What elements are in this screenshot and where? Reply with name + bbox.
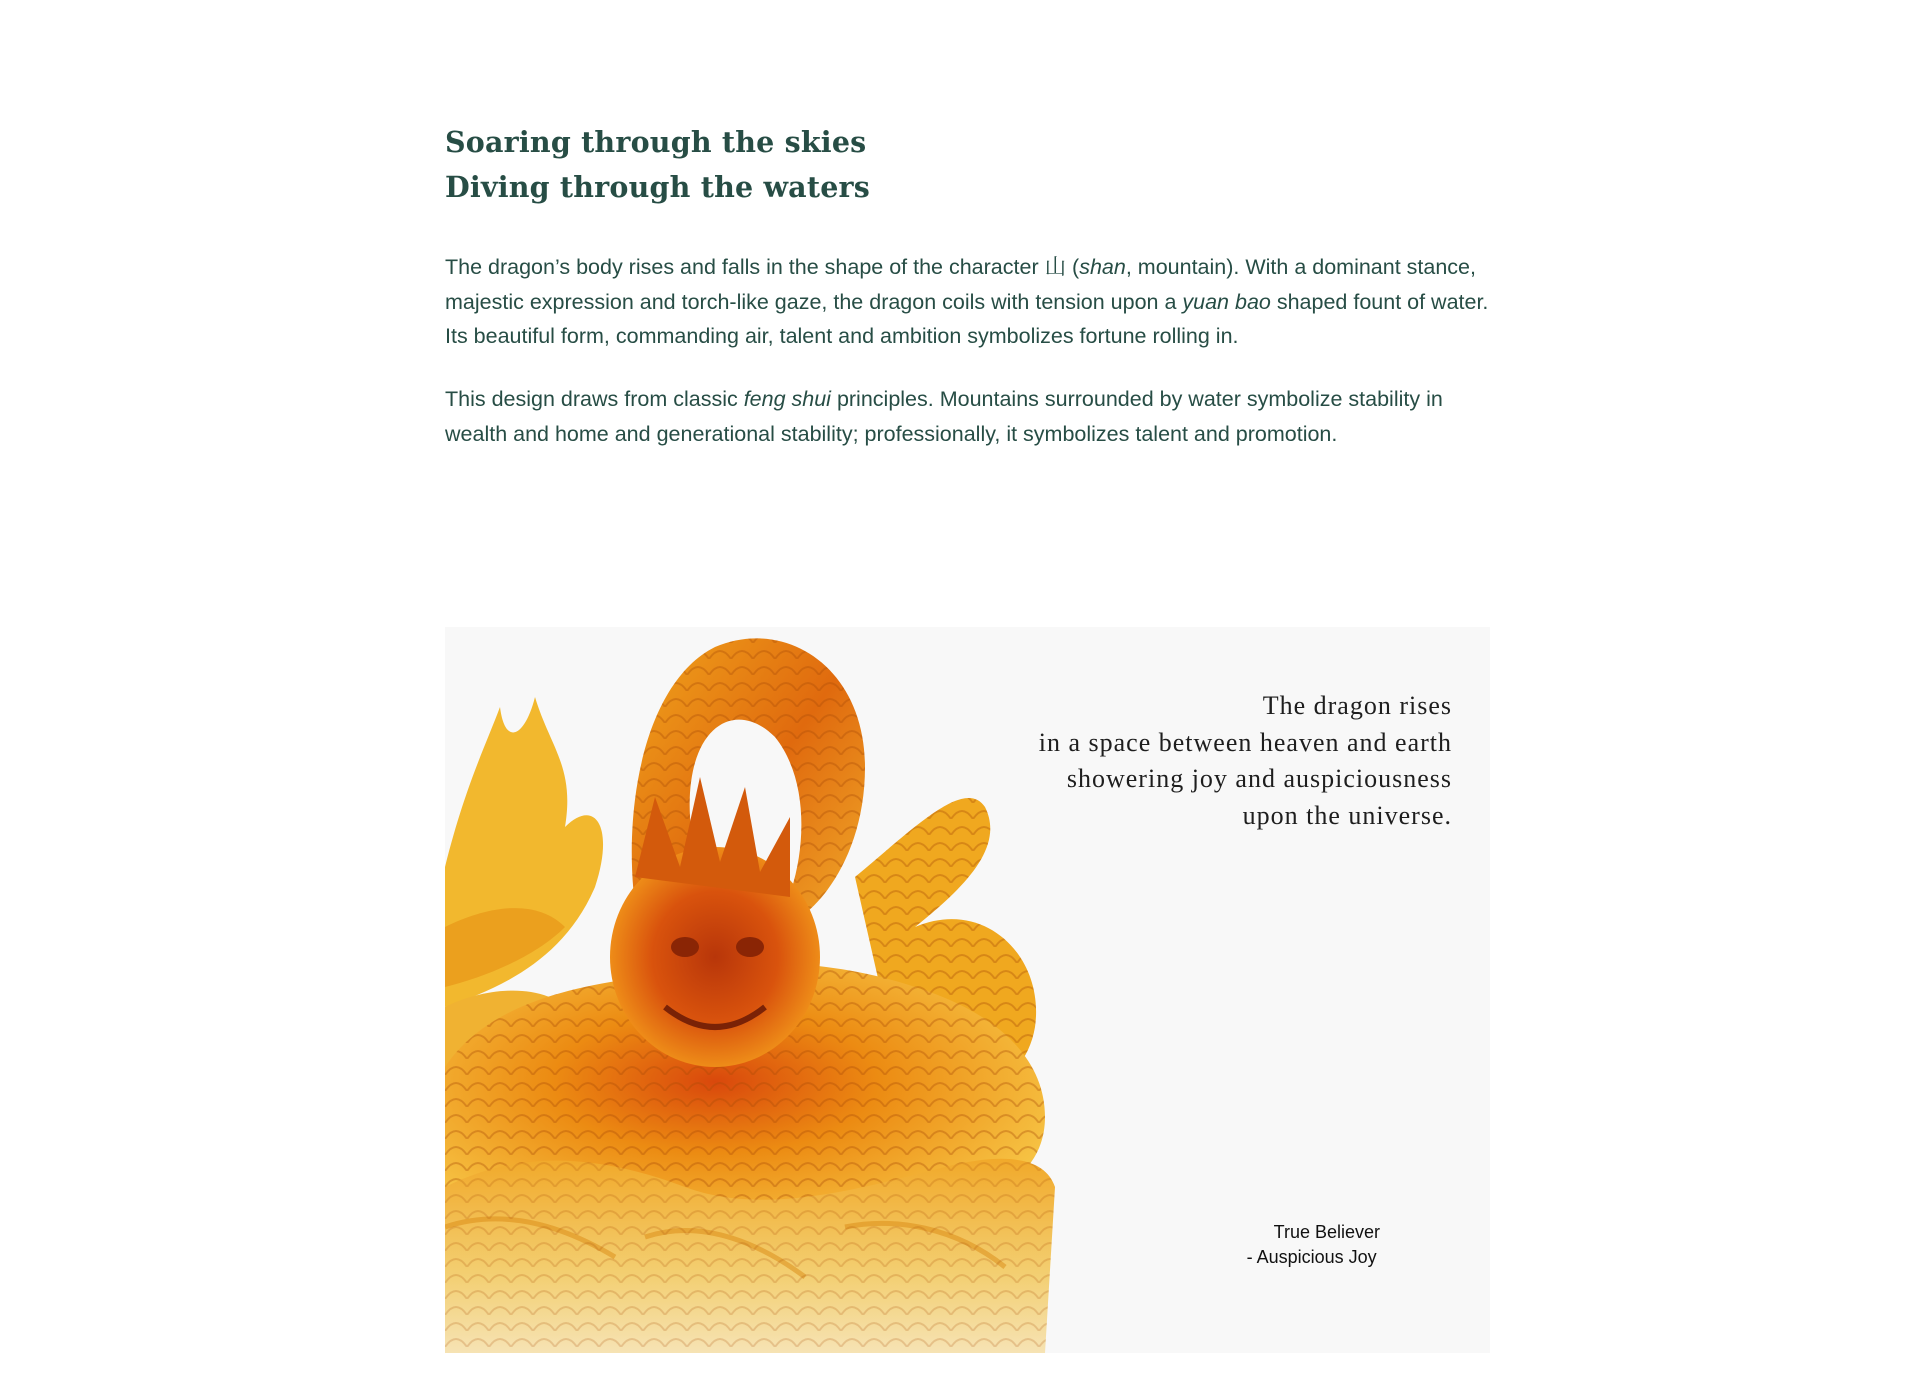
p2-text-2: principles. Mountains surrounded by water symbolize stability in wealth and home and generational stability; professionally, it symbolizes talent and promotion. bbox=[445, 387, 1443, 446]
p2-text-1: This design draws from classic bbox=[445, 387, 744, 411]
p1-text-3: shaped fount of water. Its beautiful form, commanding air, talent and ambition symbolizes fortune rolling in. bbox=[445, 289, 1489, 348]
p1-text-1: The dragon’s body rises and falls in the shape of the character 山 ( bbox=[445, 255, 1080, 279]
heading-line-2: Diving through the waters bbox=[445, 170, 870, 204]
p2-italic-feng-shui: feng shui bbox=[743, 387, 831, 411]
p1-text-2: , mountain). With a dominant stance, majestic expression and torch-like gaze, the dragon coils with tension upon a bbox=[445, 255, 1476, 314]
heading-line-1: Soaring through the skies bbox=[445, 125, 867, 159]
story-heading bbox=[445, 120, 870, 210]
dragon-feature-banner bbox=[445, 627, 1490, 1353]
description-paragraph-1 bbox=[445, 250, 1490, 354]
p1-italic-yuan-bao: yuan bao bbox=[1182, 289, 1271, 314]
signature-collection: True Believer bbox=[1273, 1222, 1380, 1242]
poem-line-1: The dragon rises bbox=[1262, 691, 1452, 720]
p1-italic-shan: shan bbox=[1079, 255, 1126, 279]
signature-product: - Auspicious Joy bbox=[1246, 1247, 1377, 1267]
banner-poem bbox=[1039, 688, 1452, 834]
poem-line-2: in a space between heaven and earth bbox=[1038, 727, 1452, 757]
poem-line-3: showering joy and auspiciousness bbox=[1066, 764, 1452, 793]
product-signature bbox=[1247, 1220, 1380, 1270]
poem-line-4: upon the universe. bbox=[1242, 800, 1452, 830]
description-paragraph-2 bbox=[445, 382, 1490, 451]
